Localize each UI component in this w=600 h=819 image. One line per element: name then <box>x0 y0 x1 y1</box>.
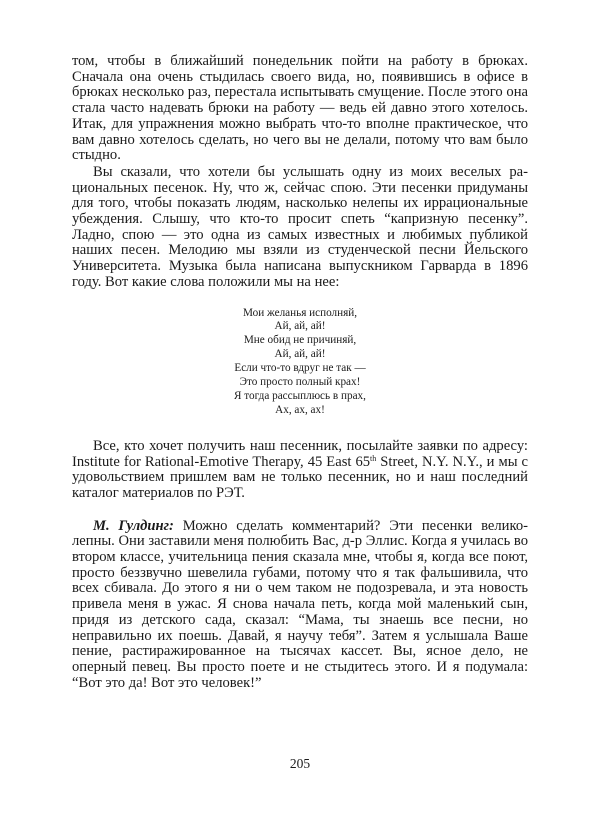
song-lyrics <box>72 307 528 418</box>
section-gap <box>72 418 528 439</box>
ordinal-suffix: th <box>370 453 377 463</box>
paragraph-song-intro: Вы сказали, что хотели бы услышать одну из моих веселых рациональных песенок. Ну, что ж, сейчас спою. Эти песенки придуманы для того, чтобы показать людям, насколько нелепы их иррациональные убеждения. Слышу, что кто-то просит спеть “капризную песенку”. Ладно, спою — это одна из самых известных и любимых публикой наших песен. Мелодию мы взяли из студенческой песни Йельского Университета. Музыка была написана выпускником Гарварда в 1896 году. Вот какие слова положили мы на нее: <box>72 163 528 290</box>
lyric-line: Это просто полный крах! <box>239 376 361 389</box>
page-number: 205 <box>289 756 311 771</box>
section-gap <box>72 502 528 519</box>
lyric-line: Мне обид не причиняй, <box>243 334 357 347</box>
paragraph-dialog <box>72 519 528 692</box>
lyric-line: Я тогда рассыплюсь в прах, <box>234 389 366 402</box>
lyric-line: Ай, ай, ай! <box>274 320 326 333</box>
book-page-body <box>72 54 528 691</box>
address-text-before: Все, кто хочет получить наш песенник, посылайте заявки по адресу: Institute for Rational-Emotive Therapy, 45 East 65 <box>72 437 528 470</box>
address-text-after: Street, N.Y. N.Y., и мы с удовольствием пришлем вам не только песенник, но и наш последний каталог материалов по РЭТ. <box>72 453 529 501</box>
lyric-line: Ах, ах, ах! <box>275 403 325 416</box>
speaker-name: М. Гулдинг: <box>93 517 174 534</box>
paragraph-address <box>72 439 528 502</box>
lyric-line: Ай, ай, ай! <box>274 348 326 361</box>
dialog-text: Можно сделать комментарий? Эти песенки великолепны. Они заставили меня полюбить Вас, д-р Эллис. Когда я училась во втором классе, учительница пения сказала мне, чтобы я, когда все поют, просто беззвучно шевелила губами, потому что я так фальшивила, что всех сбивала. До этого я ни о чем таком не подозревала, и эта новость привела меня в ужас. Я снова начала петь, когда мой маленький сын, придя из детского сада, сказал: “Мама, ты знаешь все песни, но неправильно их поешь. Давай, я научу тебя”. Затем я услышала Ваше пение, растиражированное на тысячах кассет. Вы, ясное дело, не оперный певец. Вы просто поете и не стыдитесь этого. И я подумала: “Вот это да! Вот это человек!” <box>72 517 529 691</box>
lyric-line: Если что-то вдруг не так — <box>234 362 366 375</box>
paragraph-continued: том, чтобы в ближайший понедельник пойти на работу в брюках. Сначала она очень стыдилась своего вида, но, появившись в офисе в брюках несколько раз, перестала испытывать смущение. После этого она стала часто надевать брюки на работу — ведь ей давно этого хотелось. Итак, для упражнения можно выбрать что-то вполне практическое, что вам давно хотелось сделать, но чего вы не делали, потому что вам было стыдно. <box>72 53 528 164</box>
lyric-line: Мои желанья исполняй, <box>242 306 358 319</box>
